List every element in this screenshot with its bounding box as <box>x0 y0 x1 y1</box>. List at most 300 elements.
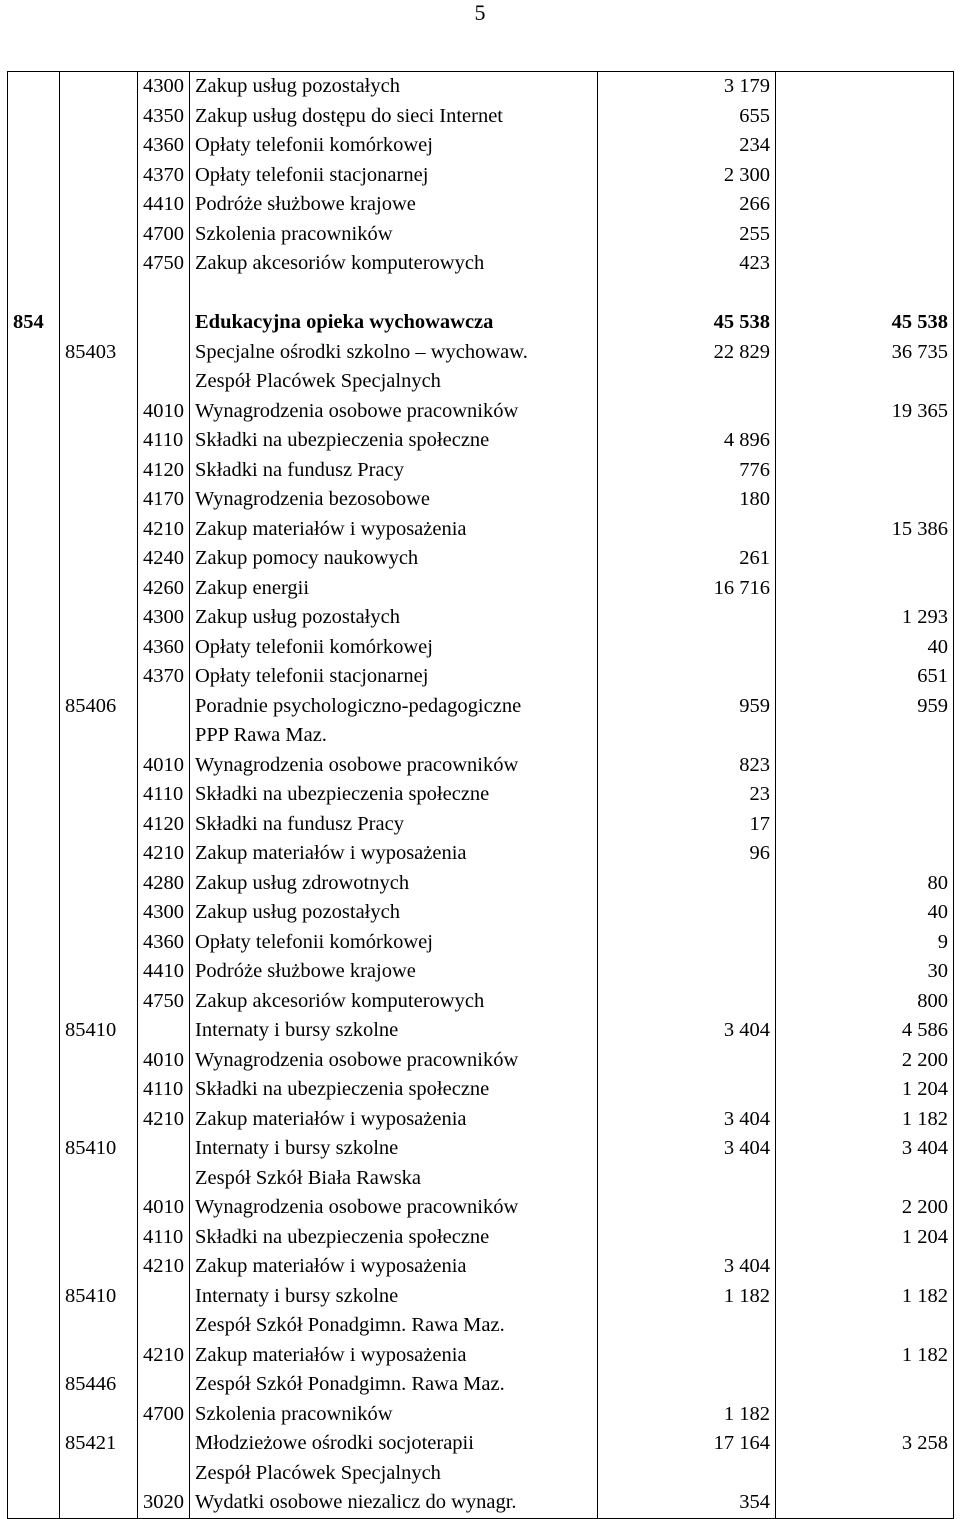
name-line: Internaty i bursy szkolne <box>195 1284 399 1307</box>
amount-increase-cell: 45 538 <box>776 308 954 338</box>
paragraf-cell <box>138 1134 190 1193</box>
rozdzial-cell <box>60 131 138 161</box>
amount-reduction-cell <box>598 397 776 427</box>
rozdzial-cell <box>60 839 138 869</box>
rozdzial-cell <box>60 957 138 987</box>
amount-reduction-cell: 17 164 <box>598 1429 776 1488</box>
table-row <box>8 426 954 456</box>
amount-reduction-cell <box>598 279 776 309</box>
dzial-cell <box>8 544 60 574</box>
dzial-cell <box>8 1252 60 1282</box>
dzial-cell <box>8 603 60 633</box>
amount-reduction-cell <box>598 515 776 545</box>
table-row <box>8 515 954 545</box>
amount-increase-cell: 15 386 <box>776 515 954 545</box>
amount-reduction-cell <box>598 869 776 899</box>
amount-increase-cell: 3 258 <box>776 1429 954 1488</box>
amount-increase-cell: 1 204 <box>776 1075 954 1105</box>
dzial-cell <box>8 1193 60 1223</box>
paragraf-cell: 4370 <box>138 662 190 692</box>
rozdzial-cell <box>60 987 138 1017</box>
page-number: 5 <box>474 0 486 25</box>
rozdzial-cell <box>60 928 138 958</box>
amount-reduction-cell <box>598 633 776 663</box>
rozdzial-cell <box>60 1046 138 1076</box>
name-cell: Wynagrodzenia osobowe pracowników <box>190 751 598 781</box>
name-cell: Zespół Szkół Ponadgimn. Rawa Maz. <box>190 1370 598 1400</box>
rozdzial-cell: 85403 <box>60 338 138 397</box>
amount-increase-cell <box>776 1252 954 1282</box>
rozdzial-cell <box>60 397 138 427</box>
table-row <box>8 898 954 928</box>
rozdzial-cell: 85446 <box>60 1370 138 1400</box>
amount-increase-cell <box>776 1370 954 1400</box>
dzial-cell <box>8 957 60 987</box>
amount-reduction-cell: 823 <box>598 751 776 781</box>
paragraf-cell: 4210 <box>138 1252 190 1282</box>
paragraf-cell <box>138 1016 190 1046</box>
amount-reduction-cell: 17 <box>598 810 776 840</box>
name-cell: Zakup materiałów i wyposażenia <box>190 1341 598 1371</box>
rozdzial-cell <box>60 485 138 515</box>
rozdzial-cell <box>60 102 138 132</box>
rozdzial-cell <box>60 780 138 810</box>
amount-increase-cell: 3 404 <box>776 1134 954 1193</box>
table-row <box>8 131 954 161</box>
rozdzial-cell <box>60 1400 138 1430</box>
rozdzial-cell: 85406 <box>60 692 138 751</box>
paragraf-cell: 4350 <box>138 102 190 132</box>
amount-increase-cell <box>776 751 954 781</box>
dzial-cell <box>8 810 60 840</box>
dzial-cell <box>8 1075 60 1105</box>
rozdzial-cell: 85410 <box>60 1016 138 1046</box>
name-cell: Zakup usług pozostałych <box>190 898 598 928</box>
dzial-cell <box>8 1223 60 1253</box>
table-row <box>8 397 954 427</box>
dzial-cell <box>8 279 60 309</box>
dzial-cell <box>8 338 60 397</box>
dzial-cell <box>8 928 60 958</box>
dzial-cell <box>8 1488 60 1518</box>
name-cell: Zakup energii <box>190 574 598 604</box>
paragraf-cell: 4370 <box>138 161 190 191</box>
name-cell: Podróże służbowe krajowe <box>190 957 598 987</box>
paragraf-cell: 4010 <box>138 1046 190 1076</box>
paragraf-cell: 4110 <box>138 426 190 456</box>
name-cell: Wynagrodzenia osobowe pracowników <box>190 1193 598 1223</box>
rozdzial-cell <box>60 72 138 102</box>
paragraf-cell: 4300 <box>138 898 190 928</box>
table-row <box>8 338 954 397</box>
paragraf-cell <box>138 692 190 751</box>
budget-table <box>7 71 954 1519</box>
amount-increase-cell <box>776 574 954 604</box>
dzial-cell <box>8 898 60 928</box>
amount-reduction-cell <box>598 957 776 987</box>
name-cell: Edukacyjna opieka wychowawcza <box>190 308 598 338</box>
name-cell: Zakup materiałów i wyposażenia <box>190 839 598 869</box>
dzial-cell <box>8 1370 60 1400</box>
rozdzial-cell <box>60 574 138 604</box>
name-line: Młodzieżowe ośrodki socjoterapii <box>195 1432 474 1454</box>
name-cell: Zakup usług pozostałych <box>190 72 598 102</box>
name-cell: Zakup usług pozostałych <box>190 603 598 633</box>
paragraf-cell: 4110 <box>138 1223 190 1253</box>
amount-reduction-cell: 423 <box>598 249 776 279</box>
amount-increase-cell <box>776 1488 954 1518</box>
paragraf-cell: 4700 <box>138 1400 190 1430</box>
amount-increase-cell: 40 <box>776 633 954 663</box>
amount-increase-cell <box>776 839 954 869</box>
amount-increase-cell: 4 586 <box>776 1016 954 1046</box>
amount-increase-cell: 651 <box>776 662 954 692</box>
table-row <box>8 1223 954 1253</box>
paragraf-cell: 4360 <box>138 633 190 663</box>
dzial-cell <box>8 161 60 191</box>
name-cell: Opłaty telefonii komórkowej <box>190 928 598 958</box>
amount-reduction-cell <box>598 1370 776 1400</box>
amount-increase-cell <box>776 485 954 515</box>
dzial-cell <box>8 574 60 604</box>
dzial-cell <box>8 426 60 456</box>
paragraf-cell: 4120 <box>138 456 190 486</box>
paragraf-cell: 4260 <box>138 574 190 604</box>
rozdzial-cell <box>60 751 138 781</box>
table-row <box>8 574 954 604</box>
paragraf-cell: 4210 <box>138 839 190 869</box>
name-cell: Zakup materiałów i wyposażenia <box>190 1105 598 1135</box>
paragraf-cell: 4210 <box>138 1341 190 1371</box>
name-cell <box>190 1134 598 1193</box>
table-row <box>8 1282 954 1341</box>
table-row <box>8 220 954 250</box>
rozdzial-cell <box>60 1075 138 1105</box>
amount-reduction-cell <box>598 1223 776 1253</box>
amount-reduction-cell: 1 182 <box>598 1282 776 1341</box>
amount-increase-cell <box>776 780 954 810</box>
amount-reduction-cell: 96 <box>598 839 776 869</box>
rozdzial-cell <box>60 603 138 633</box>
paragraf-cell <box>138 308 190 338</box>
table-row <box>8 1370 954 1400</box>
paragraf-cell: 4210 <box>138 515 190 545</box>
table-row <box>8 1105 954 1135</box>
table-row <box>8 692 954 751</box>
amount-reduction-cell: 2 300 <box>598 161 776 191</box>
amount-increase-cell <box>776 220 954 250</box>
name-cell: Zakup usług zdrowotnych <box>190 869 598 899</box>
amount-increase-cell: 1 293 <box>776 603 954 633</box>
name-cell: Internaty i bursy szkolne <box>190 1016 598 1046</box>
paragraf-cell <box>138 338 190 397</box>
amount-reduction-cell <box>598 1341 776 1371</box>
rozdzial-cell <box>60 1488 138 1518</box>
paragraf-cell <box>138 279 190 309</box>
dzial-cell <box>8 190 60 220</box>
amount-increase-cell: 800 <box>776 987 954 1017</box>
name-cell: Składki na ubezpieczenia społeczne <box>190 780 598 810</box>
name-cell: Szkolenia pracowników <box>190 1400 598 1430</box>
amount-increase-cell <box>776 544 954 574</box>
amount-reduction-cell: 255 <box>598 220 776 250</box>
unit-name-line: PPP Rawa Maz. <box>195 724 327 746</box>
paragraf-cell: 4360 <box>138 928 190 958</box>
paragraf-cell: 4170 <box>138 485 190 515</box>
amount-reduction-cell: 959 <box>598 692 776 751</box>
table-row <box>8 72 954 102</box>
amount-reduction-cell: 354 <box>598 1488 776 1518</box>
name-cell <box>190 692 598 751</box>
dzial-cell <box>8 1046 60 1076</box>
name-cell <box>190 1282 598 1341</box>
paragraf-cell: 4010 <box>138 1193 190 1223</box>
name-cell <box>190 338 598 397</box>
rozdzial-cell <box>60 1105 138 1135</box>
paragraf-cell: 4700 <box>138 220 190 250</box>
amount-reduction-cell: 3 404 <box>598 1016 776 1046</box>
amount-increase-cell <box>776 102 954 132</box>
name-cell: Wynagrodzenia osobowe pracowników <box>190 1046 598 1076</box>
rozdzial-cell: 85410 <box>60 1282 138 1341</box>
amount-reduction-cell: 3 179 <box>598 72 776 102</box>
table-row <box>8 1193 954 1223</box>
name-cell: Składki na fundusz Pracy <box>190 810 598 840</box>
dzial-cell <box>8 633 60 663</box>
name-cell: Podróże służbowe krajowe <box>190 190 598 220</box>
table-row <box>8 1134 954 1193</box>
name-cell: Składki na ubezpieczenia społeczne <box>190 1223 598 1253</box>
amount-increase-cell: 959 <box>776 692 954 751</box>
table-row <box>8 1341 954 1371</box>
amount-increase-cell: 80 <box>776 869 954 899</box>
amount-reduction-cell <box>598 928 776 958</box>
amount-increase-cell <box>776 161 954 191</box>
rozdzial-cell <box>60 898 138 928</box>
amount-reduction-cell <box>598 1075 776 1105</box>
name-line: Specjalne ośrodki szkolno – wychowaw. <box>195 340 528 363</box>
amount-reduction-cell: 180 <box>598 485 776 515</box>
paragraf-cell: 4110 <box>138 1075 190 1105</box>
name-cell: Opłaty telefonii komórkowej <box>190 633 598 663</box>
amount-reduction-cell: 45 538 <box>598 308 776 338</box>
table-row <box>8 485 954 515</box>
table-row <box>8 810 954 840</box>
dzial-cell <box>8 839 60 869</box>
amount-increase-cell: 40 <box>776 898 954 928</box>
amount-increase-cell <box>776 190 954 220</box>
paragraf-cell: 4410 <box>138 190 190 220</box>
amount-reduction-cell <box>598 987 776 1017</box>
amount-increase-cell: 1 182 <box>776 1105 954 1135</box>
rozdzial-cell: 85410 <box>60 1134 138 1193</box>
unit-name-line: Zespół Szkół Biała Rawska <box>195 1166 422 1189</box>
dzial-cell: 854 <box>8 308 60 338</box>
paragraf-cell <box>138 1282 190 1341</box>
amount-reduction-cell: 3 404 <box>598 1105 776 1135</box>
amount-reduction-cell: 4 896 <box>598 426 776 456</box>
amount-increase-cell: 2 200 <box>776 1193 954 1223</box>
amount-reduction-cell <box>598 662 776 692</box>
amount-reduction-cell: 261 <box>598 544 776 574</box>
budget-table-body <box>8 72 954 1519</box>
table-row <box>8 161 954 191</box>
name-cell: Zakup materiałów i wyposażenia <box>190 1252 598 1282</box>
amount-increase-cell <box>776 72 954 102</box>
amount-increase-cell: 1 182 <box>776 1341 954 1371</box>
dzial-cell <box>8 1016 60 1046</box>
table-row <box>8 1252 954 1282</box>
name-cell: Zakup pomocy naukowych <box>190 544 598 574</box>
amount-reduction-cell: 3 404 <box>598 1252 776 1282</box>
dzial-cell <box>8 692 60 751</box>
paragraf-cell: 4280 <box>138 869 190 899</box>
unit-name-line: Zespół Placówek Specjalnych <box>195 370 441 392</box>
table-row <box>8 1400 954 1430</box>
amount-increase-cell <box>776 1400 954 1430</box>
rozdzial-cell <box>60 249 138 279</box>
table-row <box>8 1046 954 1076</box>
dzial-cell <box>8 987 60 1017</box>
table-row <box>8 928 954 958</box>
table-row <box>8 751 954 781</box>
paragraf-cell: 4120 <box>138 810 190 840</box>
name-cell: Składki na fundusz Pracy <box>190 456 598 486</box>
amount-increase-cell: 1 182 <box>776 1282 954 1341</box>
unit-name-line: Zespół Placówek Specjalnych <box>195 1461 441 1484</box>
amount-reduction-cell: 655 <box>598 102 776 132</box>
unit-name-line: Zespół Szkół Ponadgimn. Rawa Maz. <box>195 1314 505 1336</box>
rozdzial-cell <box>60 190 138 220</box>
amount-reduction-cell <box>598 1046 776 1076</box>
spacer-row <box>8 279 954 309</box>
amount-reduction-cell: 23 <box>598 780 776 810</box>
table-row <box>8 869 954 899</box>
rozdzial-cell <box>60 456 138 486</box>
rozdzial-cell <box>60 515 138 545</box>
rozdzial-cell <box>60 161 138 191</box>
table-row <box>8 249 954 279</box>
amount-reduction-cell: 16 716 <box>598 574 776 604</box>
table-row <box>8 190 954 220</box>
rozdzial-cell <box>60 1223 138 1253</box>
rozdzial-cell <box>60 1341 138 1371</box>
rozdzial-cell <box>60 662 138 692</box>
dzial-cell <box>8 751 60 781</box>
name-cell: Wynagrodzenia bezosobowe <box>190 485 598 515</box>
table-row <box>8 839 954 869</box>
rozdzial-cell <box>60 544 138 574</box>
rozdzial-cell <box>60 633 138 663</box>
dzial-cell <box>8 1105 60 1135</box>
rozdzial-cell <box>60 869 138 899</box>
paragraf-cell: 4110 <box>138 780 190 810</box>
dzial-cell <box>8 131 60 161</box>
table-row <box>8 1429 954 1488</box>
name-cell: Zakup akcesoriów komputerowych <box>190 249 598 279</box>
name-cell: Opłaty telefonii stacjonarnej <box>190 662 598 692</box>
paragraf-cell: 3020 <box>138 1488 190 1518</box>
table-row <box>8 662 954 692</box>
paragraf-cell: 4240 <box>138 544 190 574</box>
amount-increase-cell <box>776 249 954 279</box>
dzial-cell <box>8 249 60 279</box>
table-row <box>8 1075 954 1105</box>
name-cell: Opłaty telefonii komórkowej <box>190 131 598 161</box>
rozdzial-cell <box>60 1252 138 1282</box>
name-cell: Szkolenia pracowników <box>190 220 598 250</box>
table-row <box>8 603 954 633</box>
name-line: Poradnie psychologiczno-pedagogiczne <box>195 694 522 717</box>
amount-reduction-cell: 776 <box>598 456 776 486</box>
amount-reduction-cell: 22 829 <box>598 338 776 397</box>
name-cell: Zakup usług dostępu do sieci Internet <box>190 102 598 132</box>
dzial-cell <box>8 1282 60 1341</box>
dzial-cell <box>8 662 60 692</box>
dzial-cell <box>8 515 60 545</box>
rozdzial-cell <box>60 308 138 338</box>
rozdzial-cell: 85421 <box>60 1429 138 1488</box>
amount-increase-cell <box>776 810 954 840</box>
amount-increase-cell: 9 <box>776 928 954 958</box>
amount-increase-cell: 1 204 <box>776 1223 954 1253</box>
amount-increase-cell <box>776 456 954 486</box>
name-cell: Opłaty telefonii stacjonarnej <box>190 161 598 191</box>
name-cell: Wydatki osobowe niezalicz do wynagr. <box>190 1488 598 1518</box>
table-row <box>8 987 954 1017</box>
table-row <box>8 957 954 987</box>
rozdzial-cell <box>60 810 138 840</box>
name-cell <box>190 1429 598 1488</box>
amount-reduction-cell: 234 <box>598 131 776 161</box>
paragraf-cell: 4360 <box>138 131 190 161</box>
table-row <box>8 102 954 132</box>
amount-reduction-cell <box>598 603 776 633</box>
dzial-cell <box>8 1134 60 1193</box>
dzial-cell <box>8 397 60 427</box>
dzial-cell <box>8 456 60 486</box>
rozdzial-cell <box>60 279 138 309</box>
amount-increase-cell: 30 <box>776 957 954 987</box>
table-row <box>8 308 954 338</box>
amount-reduction-cell: 3 404 <box>598 1134 776 1193</box>
amount-increase-cell: 2 200 <box>776 1046 954 1076</box>
dzial-cell <box>8 780 60 810</box>
paragraf-cell: 4410 <box>138 957 190 987</box>
amount-increase-cell <box>776 426 954 456</box>
amount-reduction-cell: 1 182 <box>598 1400 776 1430</box>
name-cell: Zakup akcesoriów komputerowych <box>190 987 598 1017</box>
amount-increase-cell: 36 735 <box>776 338 954 397</box>
rozdzial-cell <box>60 1193 138 1223</box>
paragraf-cell <box>138 1370 190 1400</box>
table-row <box>8 544 954 574</box>
name-cell: Składki na ubezpieczenia społeczne <box>190 426 598 456</box>
paragraf-cell: 4750 <box>138 987 190 1017</box>
table-row <box>8 456 954 486</box>
amount-increase-cell <box>776 131 954 161</box>
amount-reduction-cell: 266 <box>598 190 776 220</box>
rozdzial-cell <box>60 220 138 250</box>
amount-reduction-cell <box>598 1193 776 1223</box>
amount-increase-cell: 19 365 <box>776 397 954 427</box>
amount-increase-cell <box>776 279 954 309</box>
name-line: Internaty i bursy szkolne <box>195 1137 399 1159</box>
dzial-cell <box>8 869 60 899</box>
dzial-cell <box>8 485 60 515</box>
paragraf-cell: 4300 <box>138 603 190 633</box>
dzial-cell <box>8 1341 60 1371</box>
